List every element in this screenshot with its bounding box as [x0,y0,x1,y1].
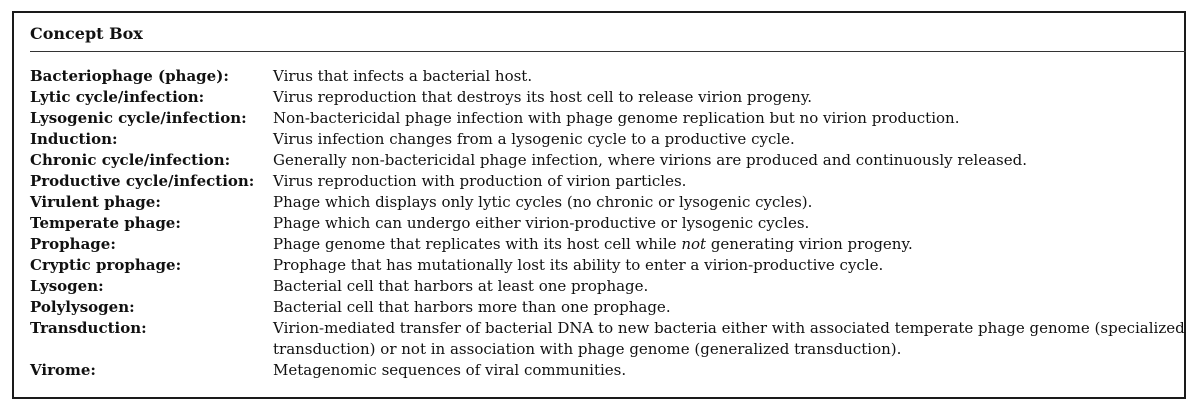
glossary-definition: Metagenomic sequences of viral communities. [273,361,627,379]
glossary-entry [30,360,1186,381]
glossary-term: Transduction: [30,319,147,337]
glossary-term: Virome: [30,361,96,379]
glossary-entry [30,192,1186,213]
glossary-term: Temperate phage: [30,214,181,232]
glossary-entry [30,66,1186,87]
glossary-entry [30,318,1186,360]
glossary-entry [30,213,1186,234]
glossary-entry [30,234,1186,255]
glossary-entry [30,171,1186,192]
glossary-term: Chronic cycle/infection: [30,151,231,169]
glossary-definition: Bacterial cell that harbors more than one prophage. [273,298,671,316]
definition-text: Phage genome that replicates with its host cell while [273,235,682,253]
glossary-entry [30,129,1186,150]
glossary-definition: Phage which displays only lytic cycles (no chronic or lysogenic cycles). [273,193,813,211]
glossary-definition: Virus that infects a bacterial host. [273,67,533,85]
glossary-definition: Virus reproduction that destroys its host cell to release virion progeny. [273,88,813,106]
glossary-list [30,66,1186,381]
glossary-definition: Prophage that has mutationally lost its ability to enter a virion-productive cycle. [273,256,884,274]
glossary-term: Productive cycle/infection: [30,172,255,190]
glossary-entry [30,276,1186,297]
glossary-definition: Phage which can undergo either virion-productive or lysogenic cycles. [273,214,810,232]
glossary-entry [30,150,1186,171]
glossary-definition: Non-bactericidal phage infection with phage genome replication but no virion production. [273,109,960,127]
glossary-term: Lysogenic cycle/infection: [30,109,247,127]
glossary-definition [273,234,1186,255]
concept-box-title: Concept Box [30,24,143,43]
glossary-definition: Generally non-bactericidal phage infection, where virions are produced and continuously released. [273,151,1027,169]
definition-text: generating virion progeny. [706,235,913,253]
glossary-term: Lysogen: [30,277,104,295]
glossary-term: Cryptic prophage: [30,256,182,274]
emphasized-word: not [681,235,707,253]
title-divider [30,51,1186,52]
glossary-definition: Virion-mediated transfer of bacterial DNA to new bacteria either with associated temperate phage genome (specialized transduction) or not in association with phage genome (generalized transduction). [273,319,1185,358]
glossary-entry [30,87,1186,108]
glossary-term: Bacteriophage (phage): [30,67,229,85]
glossary-definition: Virus infection changes from a lysogenic cycle to a productive cycle. [273,130,795,148]
glossary-entry [30,297,1186,318]
glossary-entry [30,255,1186,276]
glossary-term: Polylysogen: [30,298,135,316]
glossary-definition: Bacterial cell that harbors at least one prophage. [273,277,649,295]
concept-box [12,11,1186,399]
glossary-term: Virulent phage: [30,193,161,211]
glossary-entry [30,108,1186,129]
glossary-term: Induction: [30,130,118,148]
glossary-definition: Virus reproduction with production of virion particles. [273,172,687,190]
glossary-term: Prophage: [30,235,116,253]
glossary-term: Lytic cycle/infection: [30,88,205,106]
